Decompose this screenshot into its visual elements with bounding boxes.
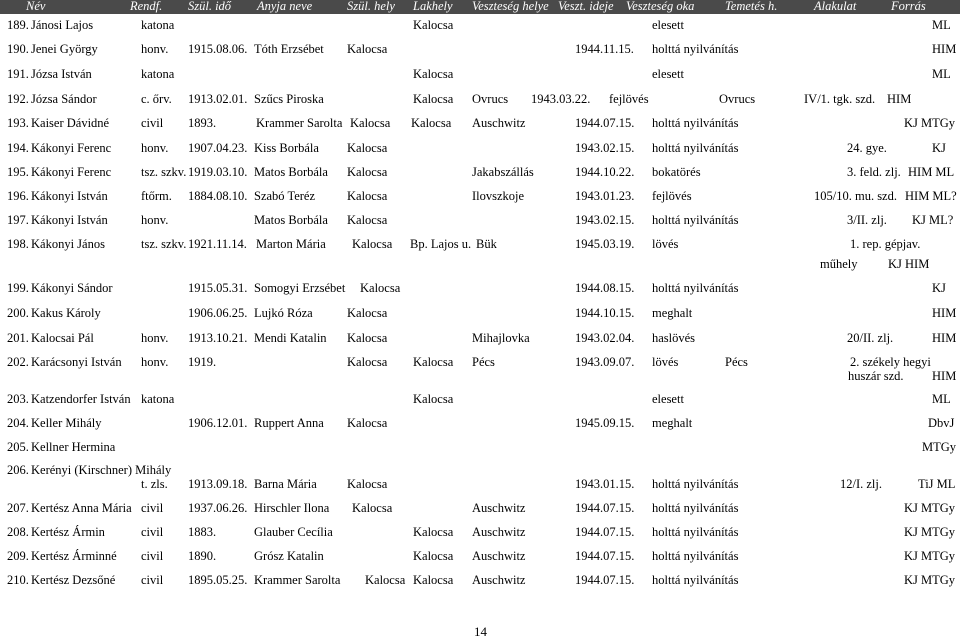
record-unit: 3. feld. zlj. [847,165,901,179]
record-number: 201. [7,331,29,345]
record-number: 203. [7,392,29,406]
record-birth-place: Kalocsa [347,213,388,227]
record-number: 193. [7,116,29,130]
record-birth-date: 1915.08.06. [188,42,248,56]
record-rank: civil [141,501,164,515]
record-number: 194. [7,141,29,155]
record-loss-date: 1944.07.15. [575,116,635,130]
record-source: KJ MTGy [904,116,956,130]
record-name: Kakus Károly [31,306,101,320]
record-name: Kákonyi Ferenc [31,141,112,155]
record-mother-name: Szűcs Piroska [254,92,324,106]
record-number: 200. [7,306,29,320]
record-loss-cause: holttá nyilvánítás [652,477,739,491]
record-number: 208. [7,525,29,539]
table-row [0,91,960,109]
record-source: MTGy [922,440,957,454]
record-name: Kellner Hermina [31,440,116,454]
record-name: Kertész Árminné [31,549,117,563]
record-loss-place: Auschwitz [472,116,526,130]
record-name: Kákonyi István [31,189,108,203]
record-loss-place: Pécs [472,355,495,369]
record-source: KJ [932,281,946,295]
record-rank: tsz. szkv. [141,237,187,251]
record-rank: katona [141,67,175,81]
record-number: 198. [7,237,29,251]
header-loss-date: Veszt. ideje [558,0,614,13]
record-unit: 24. gye. [847,141,887,155]
record-residence: Kalocsa [413,525,454,539]
record-mother-name: Ruppert Anna [254,416,324,430]
record-residence: Kalocsa [413,92,454,106]
record-name: Kákonyi János [31,237,105,251]
record-rank: t. zls. [141,477,168,491]
record-source: KJ MTGy [904,549,956,563]
record-loss-date: 1943.09.07. [575,355,635,369]
record-birth-date: 1893. [188,116,217,130]
record-mother-name: Kiss Borbála [254,141,319,155]
record-source: HIM ML? [905,189,957,203]
record-birth-place: Kalocsa [360,281,401,295]
record-loss-date: 1943.01.15. [575,477,635,491]
record-source: ML [932,392,951,406]
header-burial: Temetés h. [725,0,778,13]
record-birth-place: Kalocsa [347,355,388,369]
record-number: 190. [7,42,29,56]
page-number: 14 [474,624,487,639]
table-row [0,66,960,84]
header-name: Név [26,0,46,13]
record-rank: civil [141,573,164,587]
record-residence: Bp. Lajos u. [410,237,472,251]
record-number: 202. [7,355,29,369]
record-mother-name: Somogyi Erzsébet [254,281,346,295]
record-mother-name: Mendi Katalin [254,331,327,345]
record-loss-cause: fejlövés [652,189,692,203]
record-rank: katona [141,18,175,32]
record-loss-date: 1944.10.15. [575,306,635,320]
record-residence: Kalocsa [413,355,454,369]
record-unit: 20/II. zlj. [847,331,894,345]
record-loss-place: Ilovszkoje [472,189,525,203]
record-loss-cause: holttá nyilvánítás [652,281,739,295]
record-birth-date: 1913.09.18. [188,477,248,491]
record-loss-cause: bokatörés [652,165,701,179]
record-birth-place: Kalocsa [347,331,388,345]
record-birth-date: 1913.10.21. [188,331,248,345]
record-name: Kalocsai Pál [31,331,94,345]
record-source: KJ HIM [888,257,930,271]
record-loss-place: Mihajlovka [472,331,530,345]
record-residence: Kalocsa [413,67,454,81]
record-name: Kertész Anna Mária [31,501,132,515]
table-row [0,236,960,271]
record-number: 191. [7,67,29,81]
record-birth-date: 1921.11.14. [188,237,247,251]
record-number: 195. [7,165,29,179]
record-birth-date: 1906.12.01. [188,416,248,430]
record-mother-name: Krammer Sarolta [256,116,343,130]
record-name: Jenei György [31,42,98,56]
record-birth-place: Kalocsa [347,189,388,203]
record-mother-name: Matos Borbála [254,213,328,227]
record-unit: 2. székely hegyi [850,355,931,369]
table-row [0,17,960,35]
record-loss-cause: fejlövés [609,92,649,106]
record-residence: Kalocsa [413,573,454,587]
record-name: Keller Mihály [31,416,102,430]
record-birth-place: Kalocsa [347,306,388,320]
record-loss-cause: elesett [652,67,684,81]
record-name: Kákonyi Ferenc [31,165,112,179]
record-source: HIM [932,42,957,56]
record-name: Kákonyi Sándor [31,281,113,295]
record-loss-cause: holttá nyilvánítás [652,549,739,563]
header-unit: Alakulat [814,0,857,13]
record-loss-place: Ovrucs [472,92,509,106]
record-source: HIM [932,369,957,383]
record-source: ML [932,67,951,81]
record-birth-place: Kalocsa [347,42,388,56]
record-rank: katona [141,392,175,406]
record-name: Kertész Ármin [31,525,105,539]
record-birth-place: Kalocsa [347,416,388,430]
record-birth-place: Kalocsa [347,477,388,491]
record-source: DbvJ [928,416,955,430]
record-birth-date: 1915.05.31. [188,281,248,295]
record-birth-date: 1913.02.01. [188,92,248,106]
record-unit-line2: műhely [820,257,858,271]
record-mother-name: Marton Mária [256,237,326,251]
record-rank: tsz. szkv. [141,165,187,179]
record-mother-name: Tóth Erzsébet [254,42,324,56]
record-loss-date: 1943.02.04. [575,331,635,345]
table-row [0,330,960,348]
header-residence: Lakhely [413,0,453,13]
table-row [0,164,960,182]
record-residence: Kalocsa [413,392,454,406]
record-source: KJ MTGy [904,501,956,515]
record-residence: Kalocsa [413,549,454,563]
record-source: KJ MTGy [904,573,956,587]
record-number: 206. [7,463,29,477]
column-header-bar [0,0,960,14]
record-source: HIM [932,331,957,345]
record-source: HIM [932,306,957,320]
record-loss-date: 1944.11.15. [575,42,634,56]
record-unit: 12/I. zlj. [840,477,883,491]
record-birth-place: Kalocsa [352,237,393,251]
record-birth-place: Kalocsa [365,573,406,587]
record-rank: honv. [141,213,169,227]
record-source: ML [932,18,951,32]
record-rank: honv. [141,141,169,155]
record-birth-date: 1906.06.25. [188,306,248,320]
record-birth-date: 1907.04.23. [188,141,248,155]
record-loss-date: 1943.03.22. [531,92,591,106]
record-loss-place: Auschwitz [472,525,526,539]
record-birth-date: 1883. [188,525,217,539]
record-rank: honv. [141,355,169,369]
record-name: Katzendorfer István [31,392,131,406]
record-loss-date: 1944.07.15. [575,501,635,515]
record-birth-date: 1919.03.10. [188,165,248,179]
table-row [0,572,960,590]
record-rank: civil [141,525,164,539]
record-loss-cause: holttá nyilvánítás [652,116,739,130]
table-row [0,212,960,230]
header-loss-place: Veszteség helye [472,0,549,13]
record-loss-cause: holttá nyilvánítás [652,213,739,227]
record-loss-place: Auschwitz [472,549,526,563]
record-loss-cause: elesett [652,392,684,406]
record-number: 192. [7,92,29,106]
record-source: KJ [932,141,946,155]
record-loss-cause: holttá nyilvánítás [652,42,739,56]
record-mother-name: Krammer Sarolta [254,573,341,587]
record-loss-cause: haslövés [652,331,696,345]
record-rank: ftőrm. [141,189,172,203]
header-loss-cause: Veszteség oka [626,0,695,13]
record-loss-place: Bük [476,237,497,251]
record-source: HIM [887,92,912,106]
record-loss-place: Auschwitz [472,573,526,587]
table-row [0,415,960,433]
record-name: Kaiser Dávidné [31,116,110,130]
record-loss-date: 1944.07.15. [575,549,635,563]
table-row [0,439,960,457]
record-loss-cause: holttá nyilvánítás [652,525,739,539]
record-loss-date: 1944.08.15. [575,281,635,295]
record-source: KJ ML? [912,213,954,227]
record-unit: 3/II. zlj. [847,213,887,227]
record-name: Kerényi (Kirschner) Mihály [31,463,172,477]
record-number: 189. [7,18,29,32]
record-loss-cause: meghalt [652,306,693,320]
record-rank: c. őrv. [141,92,172,106]
table-row [0,115,960,133]
record-loss-cause: lövés [652,237,679,251]
record-number: 196. [7,189,29,203]
record-birth-place: Kalocsa [347,141,388,155]
record-birth-date: 1884.08.10. [188,189,248,203]
record-unit: 1. rep. gépjav. [850,237,921,251]
table-row [0,500,960,518]
header-birth-place: Szül. hely [347,0,395,13]
record-loss-date: 1943.01.23. [575,189,635,203]
record-loss-date: 1944.07.15. [575,525,635,539]
record-number: 205. [7,440,29,454]
table-row [0,140,960,158]
record-residence: Kalocsa [411,116,452,130]
record-loss-cause: elesett [652,18,684,32]
record-name: Józsa Sándor [31,92,97,106]
record-number: 199. [7,281,29,295]
record-rank: civil [141,549,164,563]
record-loss-date: 1944.07.15. [575,573,635,587]
record-unit-line2: huszár szd. [848,369,904,383]
record-unit: 105/10. mu. szd. [814,189,897,203]
record-birth-date: 1937.06.26. [188,501,248,515]
record-birth-date: 1919. [188,355,217,369]
record-source: KJ MTGy [904,525,956,539]
record-birth-place: Kalocsa [347,165,388,179]
record-name: Józsa István [31,67,92,81]
record-rank: honv. [141,331,169,345]
record-residence: Kalocsa [413,18,454,32]
record-mother-name: Matos Borbála [254,165,328,179]
record-loss-date: 1945.09.15. [575,416,635,430]
record-mother-name: Grósz Katalin [254,549,324,563]
header-source: Forrás [891,0,926,13]
header-mother-name: Anyja neve [257,0,313,13]
record-number: 209. [7,549,29,563]
record-source: TiJ ML [918,477,956,491]
table-row [0,188,960,206]
record-loss-cause: holttá nyilvánítás [652,141,739,155]
record-rank: civil [141,116,164,130]
table-row [0,462,960,491]
record-loss-date: 1943.02.15. [575,141,635,155]
record-number: 210. [7,573,29,587]
record-mother-name: Glauber Cecília [254,525,333,539]
record-burial-place: Ovrucs [719,92,756,106]
record-name: Jánosi Lajos [31,18,94,32]
record-loss-cause: meghalt [652,416,693,430]
record-mother-name: Szabó Teréz [254,189,316,203]
record-name: Karácsonyi István [31,355,122,369]
record-name: Kákonyi István [31,213,108,227]
record-mother-name: Hirschler Ilona [254,501,330,515]
record-birth-date: 1890. [188,549,217,563]
table-row [0,548,960,566]
record-loss-date: 1945.03.19. [575,237,635,251]
header-birth-date: Szül. idő [188,0,232,13]
record-loss-place: Jakabszállás [472,165,534,179]
table-row [0,41,960,59]
record-source: HIM ML [908,165,955,179]
record-loss-cause: holttá nyilvánítás [652,501,739,515]
record-mother-name: Lujkó Róza [254,306,313,320]
record-birth-place: Kalocsa [350,116,391,130]
record-loss-date: 1944.10.22. [575,165,635,179]
record-rank: honv. [141,42,169,56]
record-birth-place: Kalocsa [352,501,393,515]
table-row [0,524,960,542]
record-loss-cause: holttá nyilvánítás [652,573,739,587]
record-number: 204. [7,416,29,430]
record-mother-name: Barna Mária [254,477,317,491]
record-number: 207. [7,501,29,515]
record-number: 197. [7,213,29,227]
record-loss-cause: lövés [652,355,679,369]
record-loss-place: Auschwitz [472,501,526,515]
table-row [0,280,960,298]
table-row [0,354,960,383]
table-row [0,391,960,409]
record-unit: IV/1. tgk. szd. [804,92,876,106]
record-burial-place: Pécs [725,355,748,369]
record-birth-date: 1895.05.25. [188,573,248,587]
record-name: Kertész Dezsőné [31,573,116,587]
header-rank: Rendf. [130,0,163,13]
record-loss-date: 1943.02.15. [575,213,635,227]
table-row [0,305,960,323]
